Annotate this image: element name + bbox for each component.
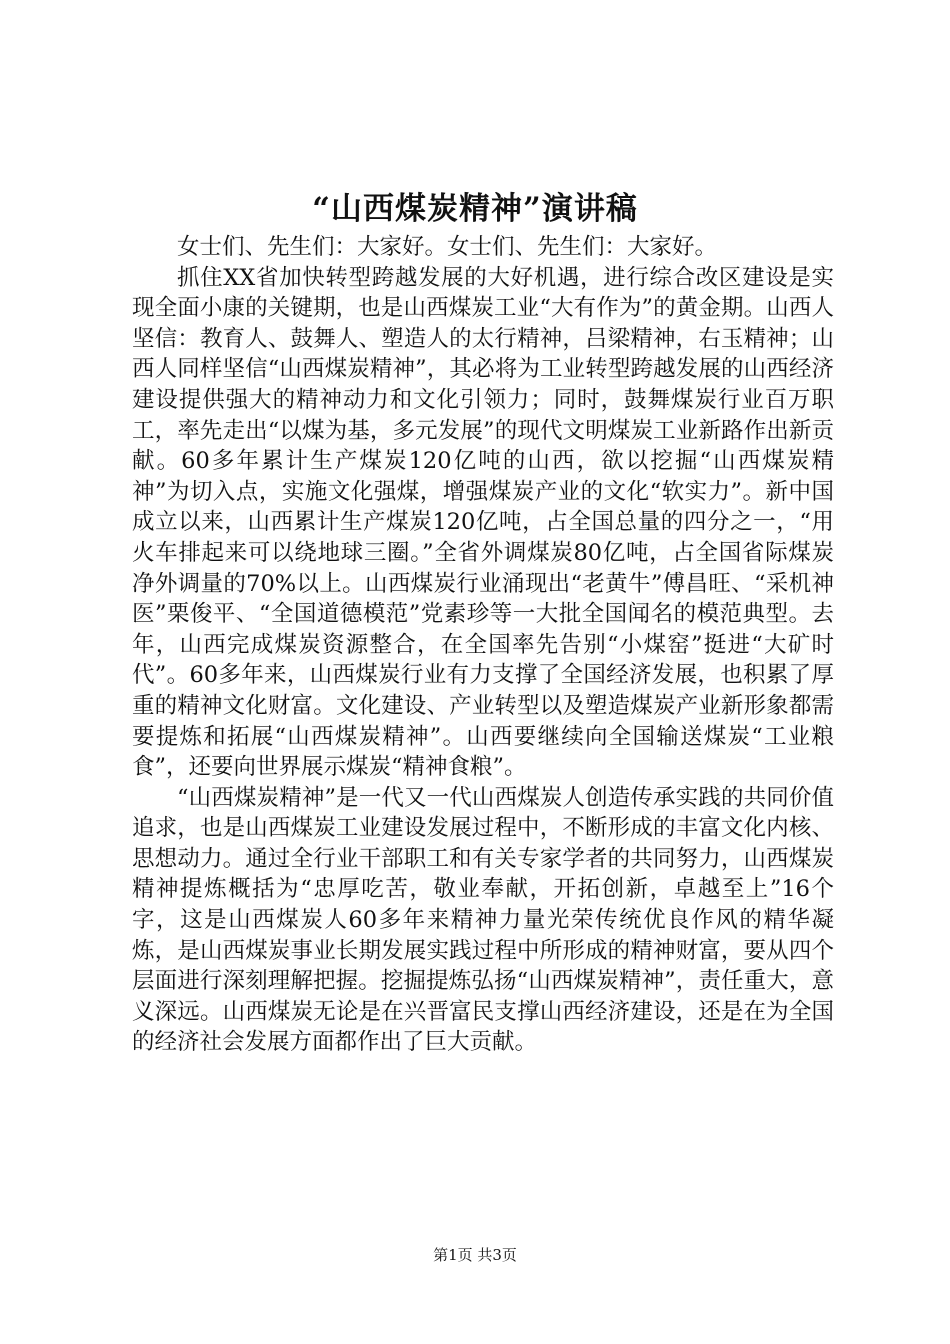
page-footer: 第1页 共3页 <box>433 1246 517 1264</box>
paragraph-body-2: “山西煤炭精神”是一代又一代山西煤炭人创造传承实践的共同价值追求，也是山西煤炭工业建设发展过程中，不断形成的丰富文化内核、思想动力。通过全行业干部职工和有关专家学者的共同努力，山西煤炭精神提炼概括为“忠厚吃苦，敬业奉献，开拓创新，卓越至上”16个字，这是山西煤炭人60多年来精神力量光荣传统优良作风的精华凝炼，是山西煤炭事业长期发展实践过程中所形成的精神财富，要从四个层面进行深刻理解把握。挖掘提炼弘扬“山西煤炭精神”，责任重大，意义深远。山西煤炭无论是在兴晋富民支撑山西经济建设，还是在为全国的经济社会发展方面都作出了巨大贡献。 <box>132 784 834 1056</box>
document-title: “山西煤炭精神”演讲稿 <box>312 191 638 227</box>
paragraph-body-1: 抓住XX省加快转型跨越发展的大好机遇，进行综合改区建设是实现全面小康的关键期，也是山西煤炭工业“大有作为”的黄金期。山西人坚信：教育人、鼓舞人、塑造人的太行精神，吕梁精神，右玉精神；山西人同样坚信“山西煤炭精神”，其必将为工业转型跨越发展的山西经济建设提供强大的精神动力和文化引领力；同时，鼓舞煤炭行业百万职工，率先走出“以煤为基，多元发展”的现代文明煤炭工业新路作出新贡献。60多年累计生产煤炭120亿吨的山西，欲以挖掘“山西煤炭精神”为切入点，实施文化强煤，增强煤炭产业的文化“软实力”。新中国成立以来，山西累计生产煤炭120亿吨，占全国总量的四分之一，“用火车排起来可以绕地球三圈。”全省外调煤炭80亿吨，占全国省际煤炭净外调量的70%以上。山西煤炭行业涌现出“老黄牛”傅昌旺、“采机神医”栗俊平、“全国道德模范”党素珍等一大批全国闻名的模范典型。去年，山西完成煤炭资源整合，在全国率先告别“小煤窑”挺进“大矿时代”。60多年来，山西煤炭行业有力支撑了全国经济发展，也积累了厚重的精神文化财富。文化建设、产业转型以及塑造煤炭产业新形象都需要提炼和拓展“山西煤炭精神”。山西要继续向全国输送煤炭“工业粮食”，还要向世界展示煤炭“精神食粮”。 <box>132 264 834 781</box>
paragraph-greeting: 女士们、先生们：大家好。女士们、先生们：大家好。 <box>177 234 718 260</box>
document-body <box>132 232 834 1058</box>
